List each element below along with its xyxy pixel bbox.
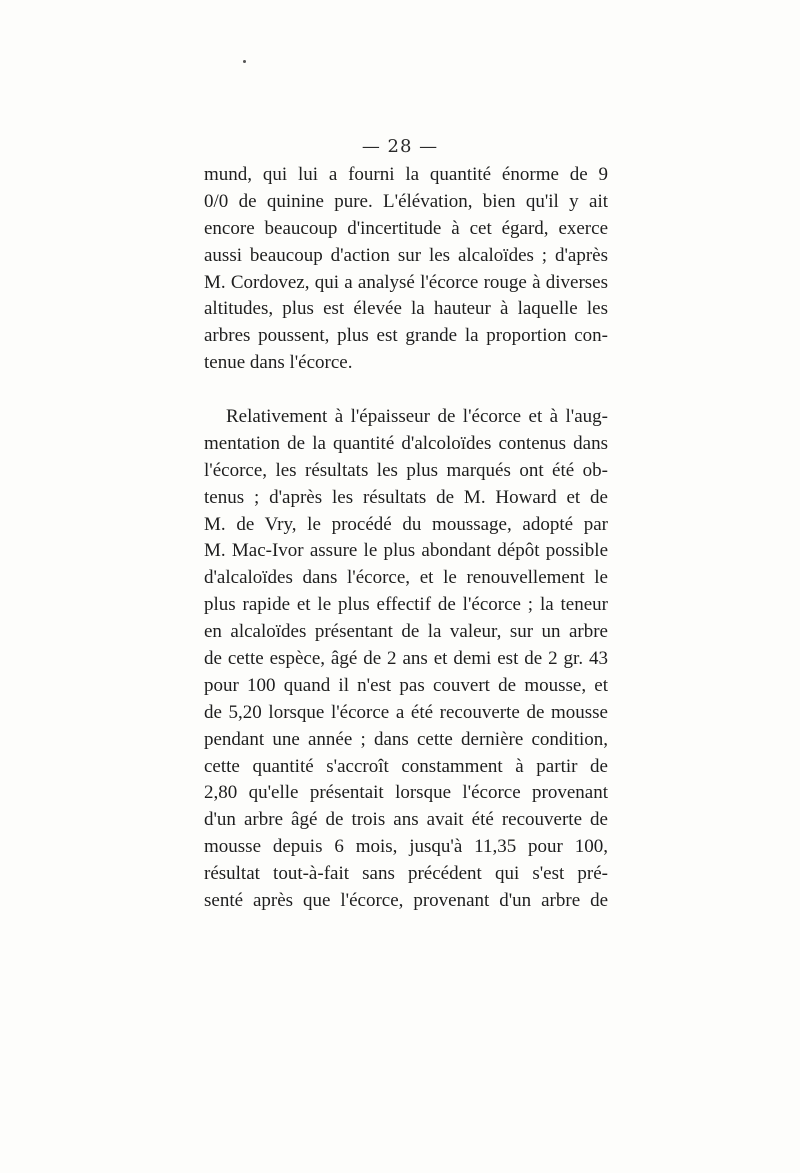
text-line: mentation de la quantité d'alcoloïdes contenus dans (204, 432, 608, 454)
text-line: d'alcaloïdes dans l'écorce, et le renouvellement le (204, 567, 608, 589)
page-number: — 28 — (361, 136, 439, 157)
text-line: arbres poussent, plus est grande la proportion con- (204, 325, 608, 347)
text-line: mousse depuis 6 mois, jusqu'à 11,35 pour 100, (204, 836, 608, 858)
text-line: M. Cordovez, qui a analysé l'écorce rouge à diverses (204, 271, 608, 293)
paragraph-1 (204, 162, 608, 377)
text-line: M. de Vry, le procédé du moussage, adopté par (204, 513, 608, 535)
text-line: cette quantité s'accroît constamment à partir de (204, 755, 608, 777)
text-line: M. Mac-Ivor assure le plus abondant dépôt possible (204, 540, 608, 562)
paragraph-2 (204, 404, 608, 915)
text-line: plus rapide et le plus effectif de l'écorce ; la teneur (204, 594, 608, 616)
text-line: résultat tout-à-fait sans précédent qui s'est pré- (204, 863, 608, 885)
ink-speck (243, 60, 246, 63)
text-line: Relativement à l'épaisseur de l'écorce et à l'aug- (226, 406, 608, 428)
text-line: mund, qui lui a fourni la quantité énorme de 9 (204, 164, 608, 185)
text-line: 2,80 qu'elle présentait lorsque l'écorce provenant (204, 782, 608, 804)
paragraph-gap (204, 377, 608, 404)
text-line: tenue dans l'écorce. (204, 352, 353, 374)
text-line: de cette espèce, âgé de 2 ans et demi est de 2 gr. 43 (204, 648, 608, 670)
text-line: pour 100 quand il n'est pas couvert de mousse, et (204, 674, 608, 696)
text-line: d'un arbre âgé de trois ans avait été recouverte de (204, 809, 608, 831)
text-line: pendant une année ; dans cette dernière condition, (204, 728, 608, 750)
text-line: aussi beaucoup d'action sur les alcaloïdes ; d'après (204, 244, 608, 266)
body-text (204, 162, 608, 915)
text-line: tenus ; d'après les résultats de M. Howard et de (204, 486, 608, 508)
text-line: de 5,20 lorsque l'écorce a été recouverte de mousse (204, 701, 608, 723)
text-line: encore beaucoup d'incertitude à cet égard, exerce (204, 217, 608, 239)
text-line: senté après que l'écorce, provenant d'un arbre de (204, 890, 608, 912)
text-line: 0/0 de quinine pure. L'élévation, bien qu'il y ait (204, 190, 608, 212)
text-line: en alcaloïdes présentant de la valeur, sur un arbre (204, 621, 608, 643)
text-line: l'écorce, les résultats les plus marqués ont été ob- (204, 459, 608, 481)
text-line: altitudes, plus est élevée la hauteur à laquelle les (204, 298, 608, 320)
